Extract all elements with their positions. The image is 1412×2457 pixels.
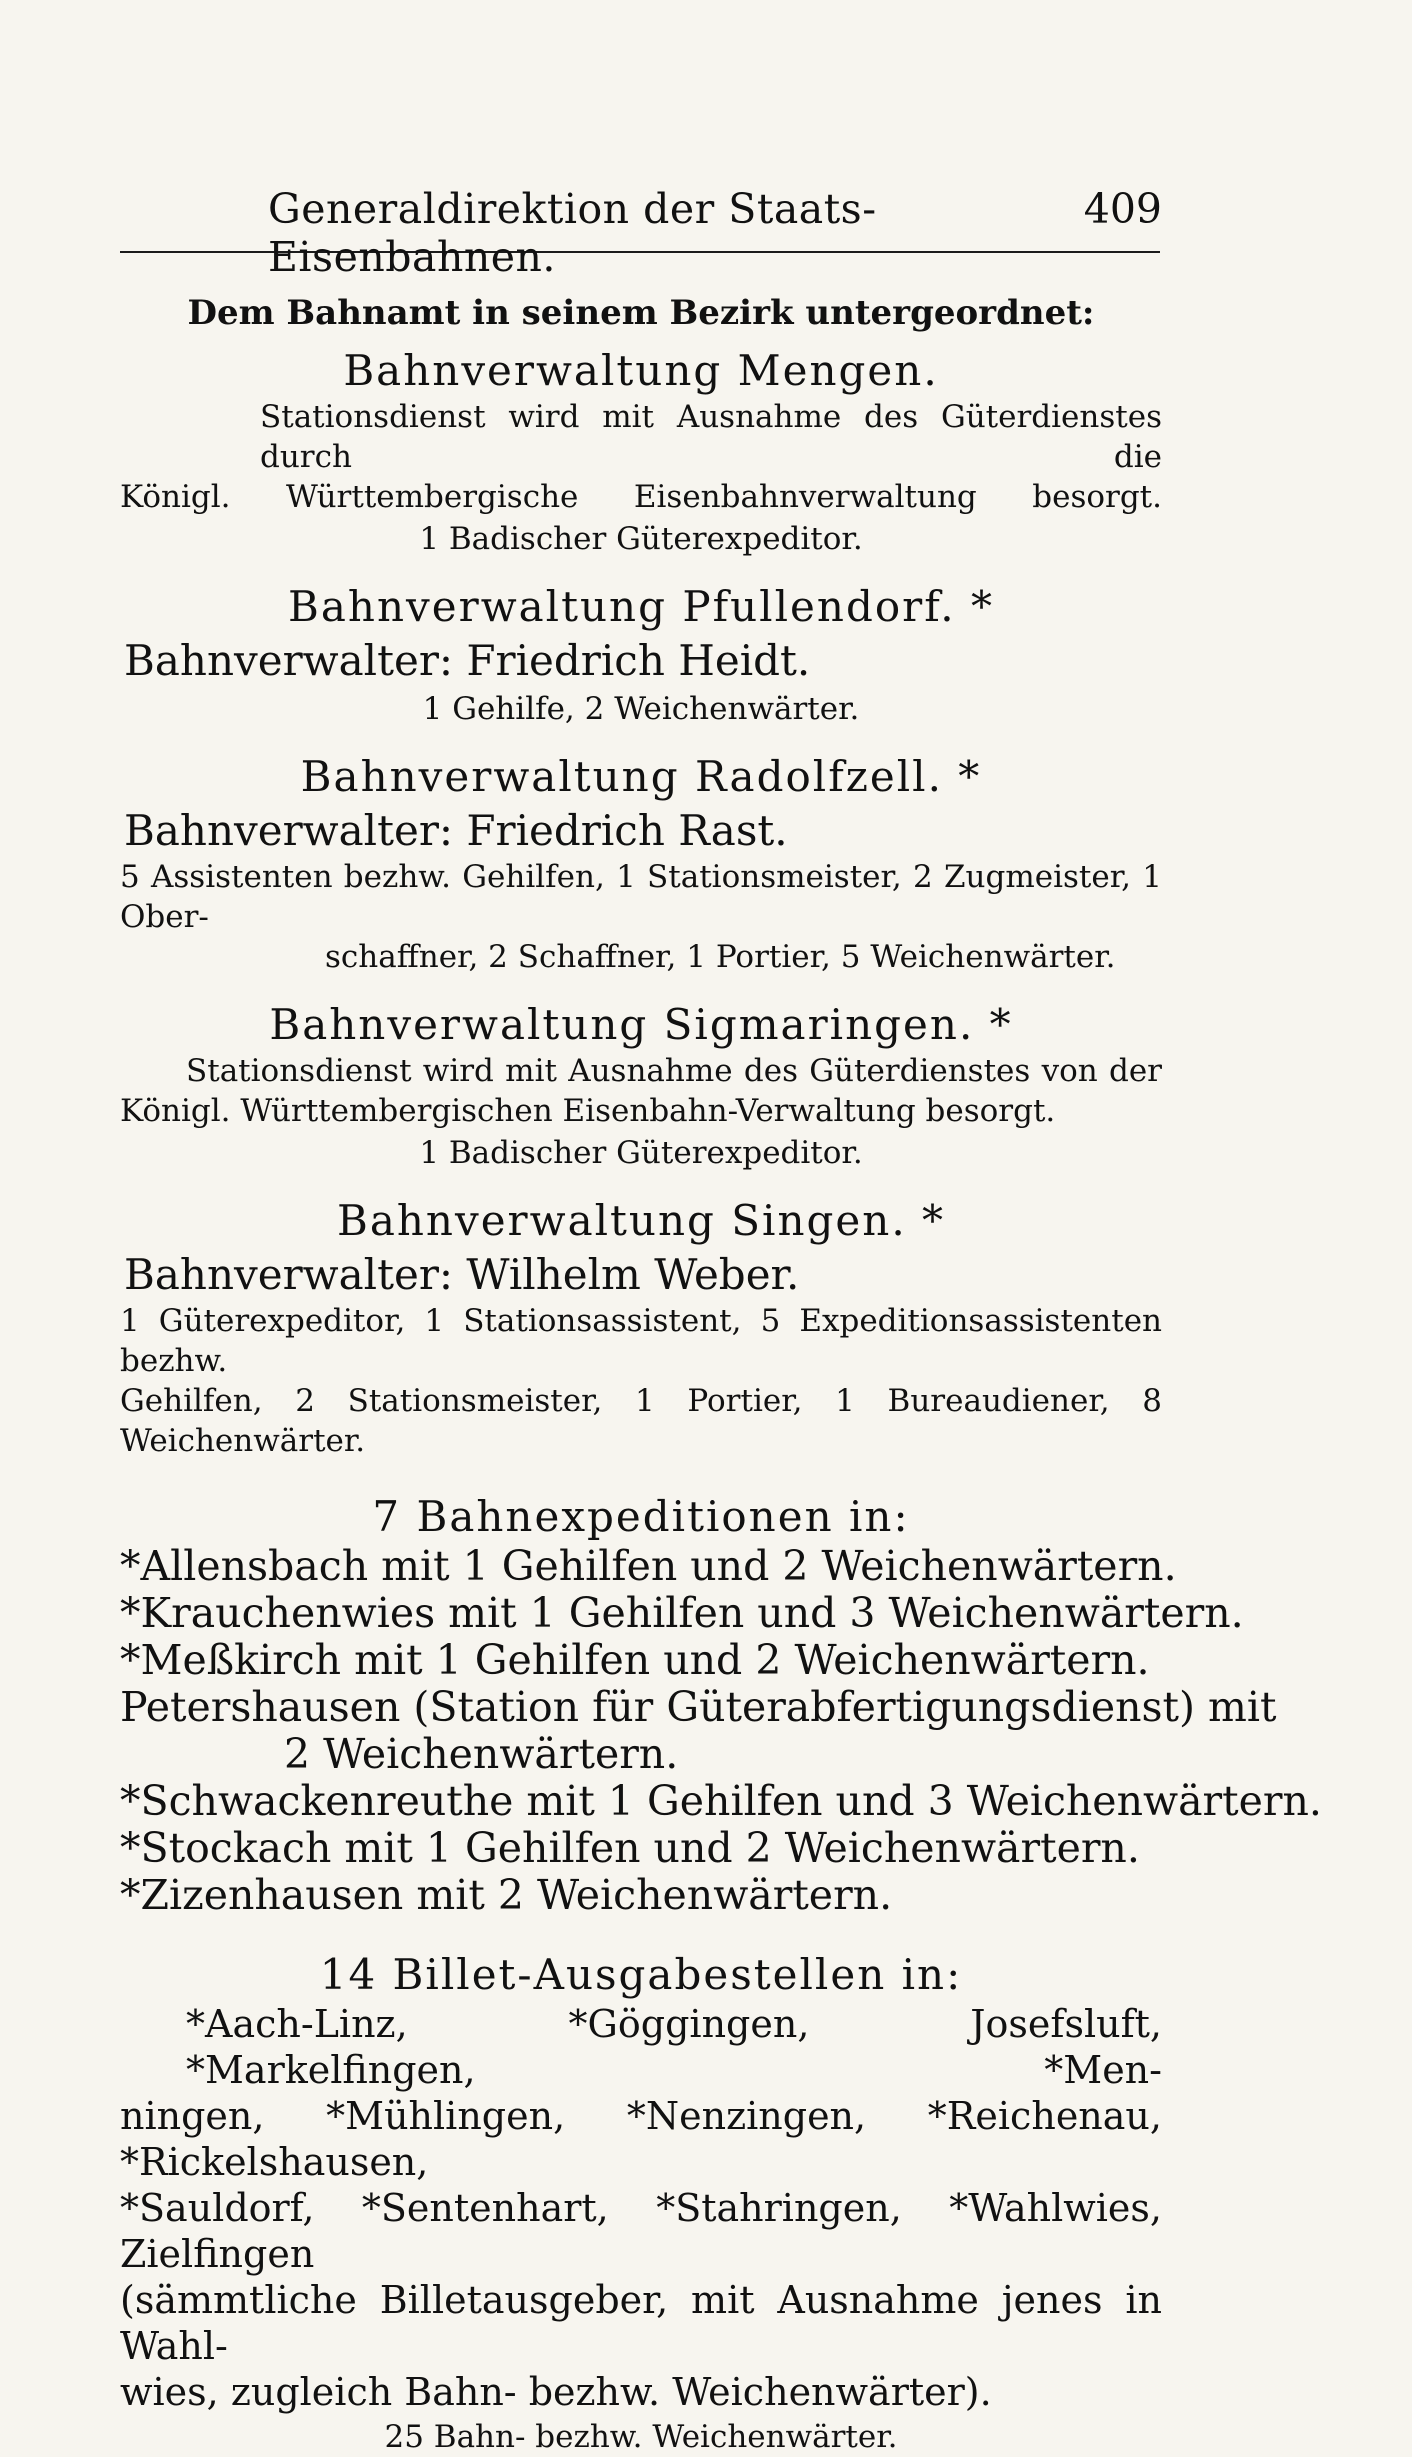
section-singen (120, 1195, 1162, 1461)
expedition-line: *Meßkirch mit 1 Gehilfen und 2 Weichenwärtern. (120, 1636, 1150, 1684)
staff-line: 1 Badischer Güterexpeditor. (419, 521, 863, 557)
ticket-office-line: *Aach-Linz, *Göggingen, Josefsluft, *Markelfingen, *Men- (186, 2002, 1162, 2092)
section-title: Bahnverwaltung Sigmaringen. * (269, 1000, 1013, 1049)
body-line: Königl. Württembergischen Eisenbahn-Verwaltung besorgt. (120, 1093, 1056, 1129)
staff-line: 25 Bahn- bezhw. Weichenwärter. (384, 2419, 898, 2455)
ticket-office-line: (sämmtliche Billetausgeber, mit Ausnahme jenes in Wahl- (120, 2278, 1162, 2368)
body-line: 5 Assistenten bezhw. Gehilfen, 1 Stationsmeister, 2 Zugmeister, 1 Ober- (120, 859, 1162, 935)
staff-line: 1 Gehilfe, 2 Weichenwärter. (422, 691, 860, 727)
expeditions-section (120, 1491, 1322, 1919)
body-line: 1 Güterexpeditor, 1 Stationsassistent, 5 Expeditionsassistenten bezhw. (120, 1303, 1162, 1379)
body-line: Königl. Württembergische Eisenbahnverwaltung besorgt. (120, 479, 1162, 515)
ticket-office-line: wies, zugleich Bahn- bezhw. Weichenwärter). (120, 2370, 992, 2414)
section-sigmaringen (120, 999, 1162, 1173)
expedition-line: *Stockach mit 1 Gehilfen und 2 Weichenwärtern. (120, 1824, 1140, 1872)
expedition-line: *Krauchenwies mit 1 Gehilfen und 3 Weichenwärtern. (120, 1589, 1244, 1637)
section-title: Bahnverwaltung Pfullendorf. * (288, 582, 994, 631)
section-pfullendorf (120, 581, 1162, 729)
ticket-offices-title: 14 Billet-Ausgabestellen in: (319, 1950, 963, 1999)
section-radolfzell (120, 751, 1162, 977)
person-line: Bahnverwalter: Friedrich Rast. (124, 806, 788, 855)
section-mengen (120, 345, 1162, 559)
section-title: Bahnverwaltung Singen. * (336, 1196, 946, 1245)
ticket-offices-section (120, 1949, 1162, 2457)
expeditions-title: 7 Bahnexpeditionen in: (372, 1492, 910, 1541)
expedition-line: 2 Weichenwärtern. (284, 1730, 679, 1778)
expedition-line: *Allensbach mit 1 Gehilfen und 2 Weichenwärtern. (120, 1542, 1177, 1590)
section-title: Bahnverwaltung Mengen. (343, 346, 939, 395)
ticket-office-line: ningen, *Mühlingen, *Nenzingen, *Reichenau, *Rickelshausen, (120, 2094, 1162, 2184)
person-line: Bahnverwalter: Friedrich Heidt. (124, 636, 811, 685)
page-number: 409 (1083, 185, 1162, 233)
staff-line: 1 Badischer Güterexpeditor. (419, 1135, 863, 1171)
person-line: Bahnverwalter: Wilhelm Weber. (124, 1250, 800, 1299)
subordination-heading: Dem Bahnamt in seinem Bezirk untergeordnet: (187, 293, 1095, 333)
expedition-line: Petershausen (Station für Güterabfertigungsdienst) mit (120, 1683, 1277, 1731)
expedition-line: *Schwackenreuthe mit 1 Gehilfen und 3 Weichenwärtern. (120, 1777, 1322, 1825)
running-head (120, 185, 1162, 281)
ticket-office-line: *Sauldorf, *Sentenhart, *Stahringen, *Wahlwies, Zielfingen (120, 2186, 1162, 2276)
section-title: Bahnverwaltung Radolfzell. * (300, 752, 982, 801)
body-line: Gehilfen, 2 Stationsmeister, 1 Portier, 1 Bureaudiener, 8 Weichenwärter. (120, 1383, 1162, 1459)
body-line: Stationsdienst wird mit Ausnahme des Güterdienstes durch die (260, 399, 1162, 475)
body-line: schaffner, 2 Schaffner, 1 Portier, 5 Weichenwärter. (325, 939, 1116, 975)
running-title: Generaldirektion der Staats-Eisenbahnen. (268, 185, 877, 281)
expedition-line: *Zizenhausen mit 2 Weichenwärtern. (120, 1871, 893, 1919)
body-line: Stationsdienst wird mit Ausnahme des Güterdienstes von der (186, 1053, 1162, 1089)
